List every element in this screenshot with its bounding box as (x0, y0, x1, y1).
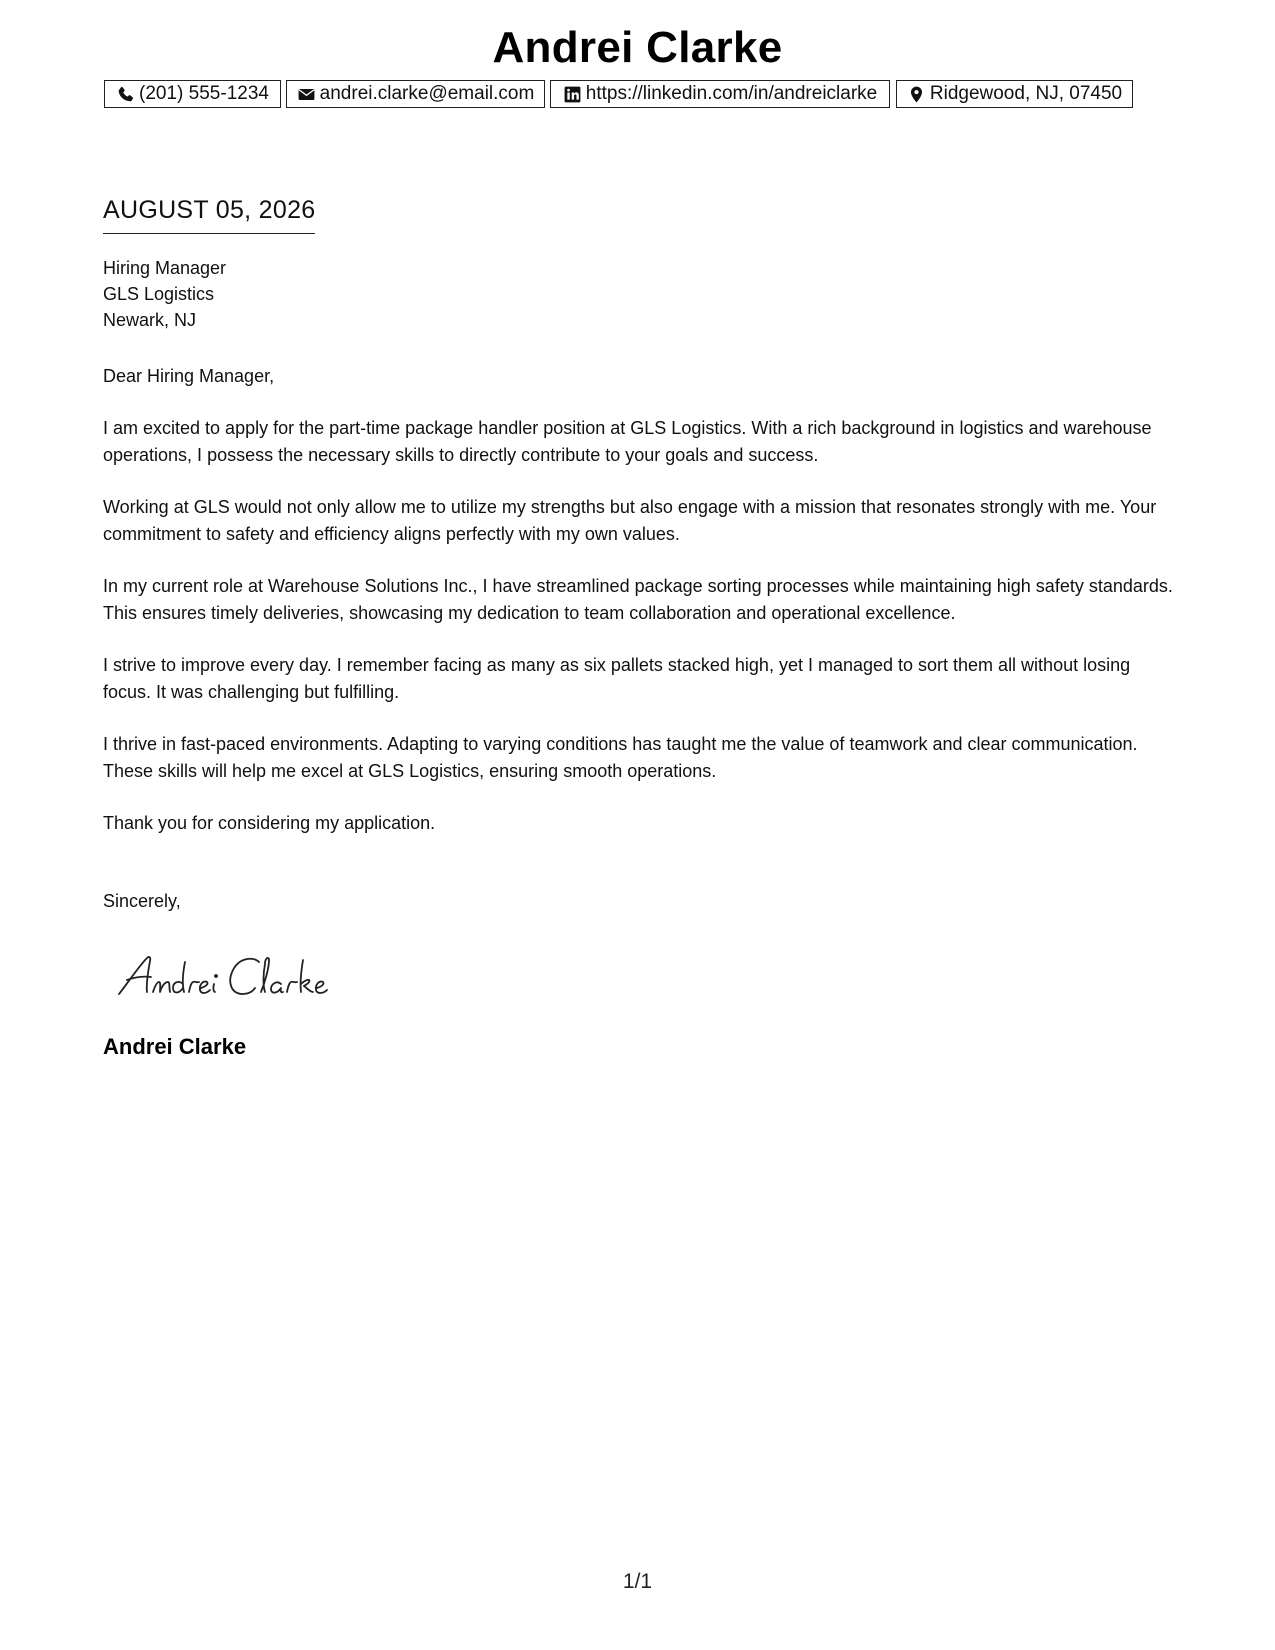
envelope-icon (297, 85, 316, 104)
recipient-company: GLS Logistics (103, 284, 215, 304)
contact-location (896, 80, 1133, 108)
body-paragraph (103, 810, 1178, 837)
body-paragraph (103, 415, 1178, 468)
closing-text: Sincerely, (103, 891, 181, 911)
phone-text: (201) 555-1234 (139, 83, 269, 104)
signer-name: Andrei Clarke (103, 1034, 247, 1059)
body-paragraph (103, 573, 1178, 626)
body-paragraph (103, 652, 1178, 705)
closing (103, 888, 1178, 915)
paragraph-text: I am excited to apply for the part-time package handler position at GLS Logistics. With a rich background in logistics and warehouse operations, I possess the necessary skills to directly contribute to your goals and success. (103, 418, 1152, 465)
email-text: andrei.clarke@email.com (319, 83, 535, 104)
contact-phone (104, 80, 281, 108)
contact-linkedin (550, 80, 890, 108)
location-text: Ridgewood, NJ, 07450 (929, 83, 1123, 104)
applicant-name-heading: Andrei Clarke (492, 23, 783, 72)
body-paragraph (103, 731, 1178, 784)
paragraph-text: I strive to improve every day. I remember facing as many as six pallets stacked high, yet I managed to sort them all without losing focus. It was challenging but fulfilling. (103, 655, 1131, 702)
recipient-location: Newark, NJ (103, 310, 197, 330)
page-number: 1/1 (622, 1570, 653, 1593)
paragraph-text: Working at GLS would not only allow me to utilize my strengths but also engage with a mission that resonates strongly with me. Your commitment to safety and efficiency aligns perfectly with my own values. (103, 497, 1157, 544)
phone-icon (116, 85, 135, 104)
map-pin-icon (907, 85, 926, 104)
handwritten-signature (113, 944, 353, 1004)
paragraph-text: In my current role at Warehouse Solutions Inc., I have streamlined package sorting processes while maintaining high safety standards. This ensures timely deliveries, showcasing my dedication to team collaboration and operational excellence. (103, 576, 1173, 623)
body-paragraph (103, 494, 1178, 547)
salutation-text: Dear Hiring Manager, (103, 366, 275, 386)
recipient-title: Hiring Manager (103, 258, 227, 278)
recipient-block (103, 255, 226, 333)
contact-email (286, 80, 545, 108)
linkedin-icon (563, 85, 582, 104)
paragraph-text: I thrive in fast-paced environments. Adapting to varying conditions has taught me the value of teamwork and clear communication. These skills will help me excel at GLS Logistics, ensuring smooth operations. (103, 734, 1138, 781)
letter-date: AUGUST 05, 2026 (103, 196, 315, 234)
paragraph-text: Thank you for considering my application. (103, 813, 436, 833)
linkedin-text: https://linkedin.com/in/andreiclarke (585, 83, 878, 104)
salutation (103, 363, 1178, 390)
